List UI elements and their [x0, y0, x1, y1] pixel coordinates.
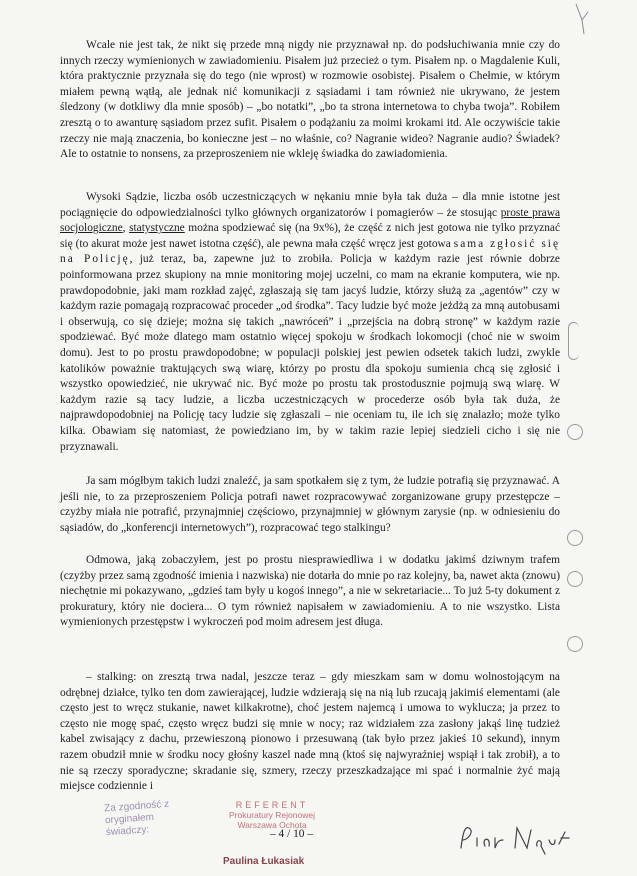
- margin-circle-mark: [567, 636, 583, 652]
- stamp-certification-text: Za zgodność z oryginałem świadczy:: [103, 798, 170, 839]
- margin-circle-mark: [567, 571, 583, 587]
- underlined-phrase-statistical: statystyczne: [129, 222, 185, 235]
- paragraph-2-text-a: Wysoki Sądzie, liczba osób uczestniczących w nękaniu mnie była tak duża – dla mnie istotne jest pociągnięcie do odpowiedzialności tylko głównych organizatorów i pomagierów – że stosując: [60, 191, 560, 219]
- paragraph-2-text-b: można spodziewać się (na 9x%), że część z nich jest gotowa nie tylko przyznać się (to akurat może jest nawet istotna część), ale pewna mała część wręcz jest gotowa: [60, 222, 561, 250]
- margin-circle-mark: [567, 530, 583, 546]
- stamp-office-line-3: Warszawa Ochota: [237, 820, 307, 830]
- paragraph-5: [60, 670, 560, 795]
- stamp-name: Paulina Łukasiak: [223, 856, 305, 867]
- underlined-phrase-sociological: proste prawa socjologiczne: [60, 206, 561, 235]
- paragraph-4: [60, 553, 560, 631]
- paragraph-5-text: – stalking: on zresztą trwa nadal, jeszcze teraz – gdy mieszkam sam w domu wolnostojącym na odrębnej działce, tylko ten dom zawierającej, ludzie wdzierają się na nią lub rzucają jakimiś elementami (ale często jest to wręcz stukanie, nawet kilkakrotne), choć jestem najemcą i umowa to wyklucza; ja przez to często nie mogę spać, często wręcz budzi się mnie w nocy; raz widziałem zza zasłony jakąś linę tudzież kabel zwisający z dachu, przewieszoną pionowo i przesuwaną (tak było przez jakieś 10 sekund), innym razem obudził mnie w środku nocy głośny kaszel nade mną (ktoś się najwyraźniej wspiął i tak zrobił), a to nie są rzeczy sporadyczne; skradanie się, szmery, rzeczy przeszkadzające mi spać i normalnie żyć mają miejsce codziennie i: [60, 671, 560, 793]
- margin-circle-mark: [567, 424, 583, 440]
- stamp-office-line-1: REFERENT: [235, 800, 309, 810]
- paragraph-2-comma: ,: [122, 222, 130, 235]
- paragraph-1: [60, 38, 560, 163]
- paragraph-2: [60, 190, 560, 455]
- stamp-office-line-2: Prokuratury Rejonowej: [229, 810, 315, 820]
- stamp-office: [217, 800, 327, 830]
- paragraph-3-text: Ja sam mógłbym takich ludzi znaleźć, ja sam spotkałem się z tym, że ludzie potrafią się przyznawać. A jeśli nie, to za przeproszeniem Policja potrafi nawet rozpracowywać zorganizowane grupy przestępcze – czyżby miała nie potrafić, przynajmniej częściowo, przynajmniej w głównym zarysie (np. w odniesieniu do sąsiadów, do „konferencji internetowych”), rozpracować tego stalkingu?: [60, 475, 560, 534]
- handwritten-signature: [455, 818, 575, 858]
- certification-stamp: [105, 800, 335, 870]
- pen-mark: [572, 2, 592, 36]
- spaced-phrase: sama zgłosić się na Policję: [60, 237, 560, 266]
- paragraph-4-text: Odmowa, jaką zobaczyłem, jest po prostu niesprawiedliwa i w dodatku jakimś dziwnym trafem (czyżby przez samą zgodność imienia i nazwiska) nie dotarła do mnie po raz kolejny, ba, nawet akta (znowu) niechętnie mi pokazywano, „gdzieś tam były u kogoś innego”, a nie w sekretariacie... To już 5-ty dokument z prokuratury, który nie dociera... O tym również napisałem w zawiadomieniu. A to nie wszystko. Lista wymienionych przestępstw i wykroczeń pod moim adresem jest długa.: [60, 554, 560, 629]
- paragraph-2-text-c: , już teraz, ba, zapewne już to zrobiła. Policja w każdym razie jest równie dobrze poinformowana przez skupiony na mnie monitoring mojej uczelni, co mam na ekranie komputera, wie np. prawdopodobnie, jaki mam rozkład zajęć, zgłaszają się tam jacyś ludzie, którzy służą za „agentów” czy w każdym razie pomagają rozpracować proceder „od środka”. Tacy ludzie być może jeżdżą za mną autobusami i obserwują, co się dzieje; można się takich „nawróceń” i „przejścia na dobrą stronę” w każdym razie spodziewać. Być może dlatego mam ostatnio więcej spokoju w środkach lokomocji (choć nie w swoim domu). Jest to po prostu prawdopodobne; w populacji polskiej jest pewien odsetek takich ludzi, zwykle katolików poważnie traktujących swą wiarę, którzy po prostu dla spokoju sumienia chcą się zgłosić i wszystko opowiedzieć, nie ukrywać nic. Być może po prostu tak prostodusznie pojmują swą wiarę. W każdym razie są tacy ludzie, a liczba uczestniczących w procederze osób była tak duża, że najprawdopodobniej na Policję tacy ludzie się zgłaszali – nie oceniam tu, ile ich się znalazło; może tylko kilka. Obawiam się natomiast, że powiedziano im, by w takim razie lepiej siedzieli cicho i się nie przyznawali.: [60, 253, 560, 453]
- page-number: – 4 / 10 –: [270, 828, 314, 840]
- paragraph-1-text: Wcale nie jest tak, że nikt się przede mną nigdy nie przyznawał np. do podsłuchiwania mnie czy do innych rzeczy wymienionych w zawiadomieniu. Pisałem już przecież o tym. Pisałem np. o Magdalenie Kuli, która praktycznie przyznała się do tego (nie wprost) w rozmowie osobistej. Pisałem o Chełmie, w którym miałem pewną wątłą, ale jednak nić komunikacji z sąsiadami i tam również nie ukrywano, że jestem śledzony (w dotkliwy dla mnie sposób) – „bo notatki”, „bo ta strona internetowa to chyba twoja”. Robiłem zresztą o to awanturę sąsiadom przez sufit. Pisałem o podążaniu za moimi krokami itd. Ale oczywiście takie rzeczy nie mają znaczenia, bo konieczne jest – no właśnie, co? Nagranie wideo? Nagranie audio? Świadek? Ale to ostatnie to nonsens, za przeproszeniem nie wkleję świadka do zawiadomienia.: [60, 39, 560, 161]
- margin-bracket-mark: [568, 322, 579, 360]
- paragraph-3: [60, 474, 560, 536]
